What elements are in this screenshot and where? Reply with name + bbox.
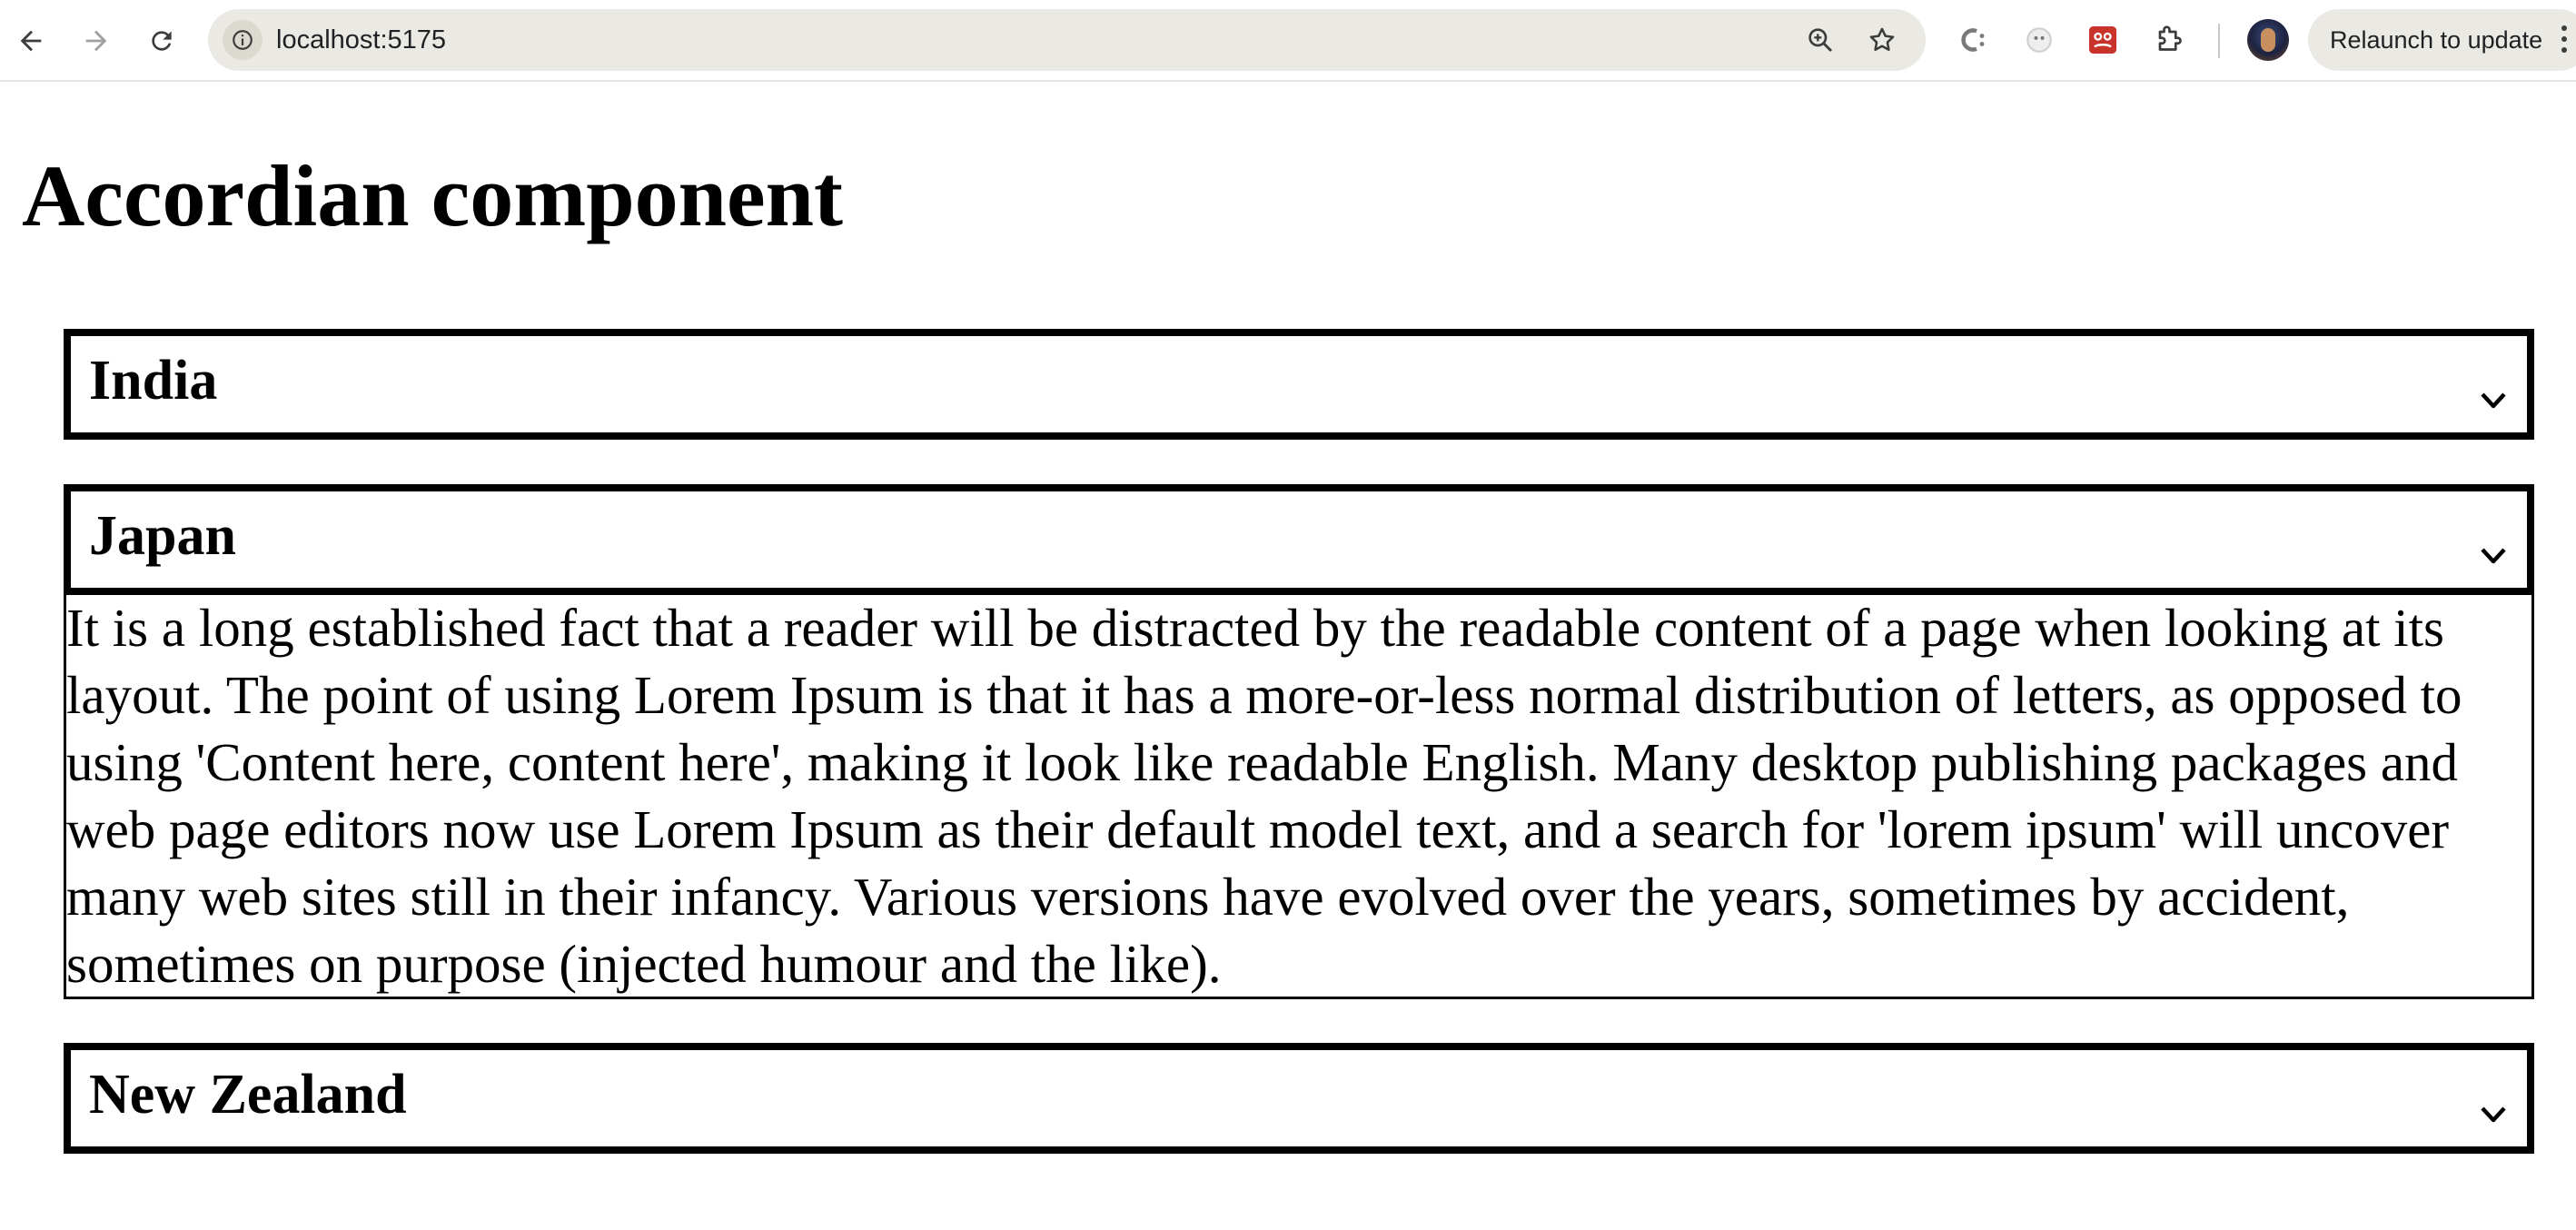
zoom-icon (1806, 25, 1835, 55)
extensions-menu-button[interactable] (2149, 21, 2187, 59)
forward-button[interactable] (73, 17, 120, 64)
reload-icon (147, 26, 176, 55)
reload-button[interactable] (138, 17, 185, 64)
zoom-button[interactable] (1802, 22, 1838, 58)
accordion-header-new-zealand[interactable] (64, 1043, 2534, 1154)
accordion-title: India (89, 350, 218, 412)
profile-avatar[interactable] (2247, 19, 2289, 61)
chevron-down-icon (2480, 1105, 2507, 1125)
back-button[interactable] (7, 17, 54, 64)
url-text[interactable]: localhost:5175 (276, 25, 447, 55)
accordion-item-new-zealand (64, 1043, 2534, 1154)
extension-ghost-icon (2024, 25, 2055, 55)
accordion-title: Japan (89, 505, 236, 567)
accordion-header-japan[interactable] (64, 484, 2534, 595)
page-title: Accordian component (22, 147, 843, 244)
back-arrow-icon (15, 25, 46, 56)
bookmark-star-icon (1867, 25, 1897, 55)
accordion-header-india[interactable] (64, 329, 2534, 440)
extensions-puzzle-icon (2152, 24, 2185, 56)
accordion-title: New Zealand (89, 1064, 407, 1126)
forward-arrow-icon (81, 25, 112, 56)
address-bar[interactable] (208, 9, 1926, 71)
browser-menu-icon[interactable] (2561, 25, 2569, 56)
toolbar-divider (2218, 24, 2220, 58)
extension-red-button[interactable] (2084, 21, 2122, 59)
accordion-panel-japan: It is a long established fact that a reader will be distracted by the readable content of a page when looking at its layout. The point of using Lorem Ipsum is that it has a more-or-less normal distribution of letters, as opposed to using 'Content here, content here', making it look like readable English. Many desktop publishing packages and web page editors now use Lorem Ipsum as their default model text, and a search for 'lorem ipsum' will uncover many web sites still in their infancy. Various versions have evolved over the years, sometimes by accident, sometimes on purpose (injected humour and the like). (64, 592, 2534, 999)
site-info-icon (231, 28, 254, 52)
chevron-down-icon (2480, 391, 2507, 411)
relaunch-to-update-button[interactable]: Relaunch to update (2308, 9, 2576, 71)
site-info-button[interactable] (223, 20, 263, 60)
browser-toolbar (0, 0, 2576, 82)
page-content (0, 84, 2576, 1230)
extension-ghost-button[interactable] (2020, 21, 2058, 59)
extension-c-icon (1957, 24, 1990, 56)
extension-c-button[interactable] (1955, 21, 1993, 59)
accordion-item-japan (64, 484, 2534, 999)
accordion-item-india (64, 329, 2534, 440)
extension-red-icon (2086, 24, 2119, 56)
bookmark-button[interactable] (1864, 22, 1900, 58)
chevron-down-icon (2480, 546, 2507, 566)
